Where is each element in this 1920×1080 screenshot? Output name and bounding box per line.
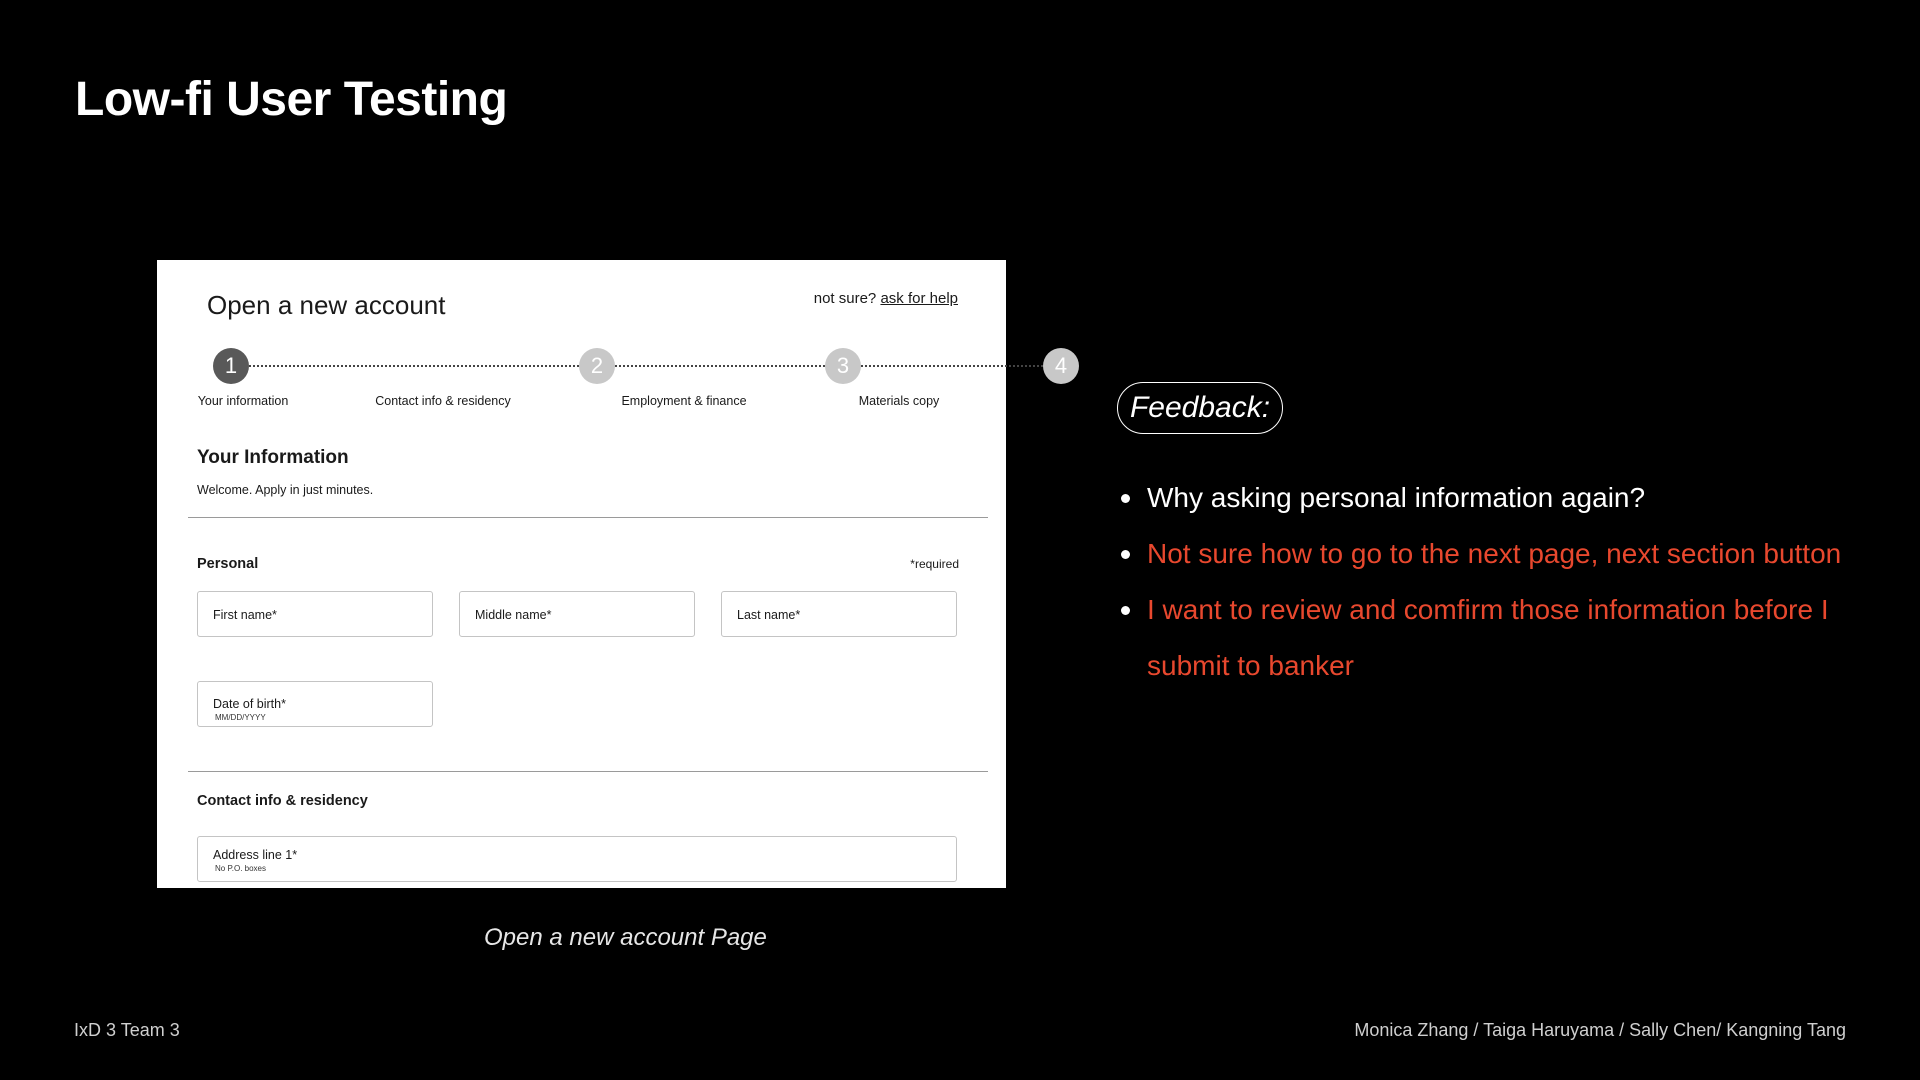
middle-name-label: Middle name* [475,608,552,622]
slide-title: Low-fi User Testing [75,73,508,126]
step-connector [861,365,1043,367]
feedback-text: I want to review and comfirm those information before I submit to banker [1147,594,1829,681]
contact-heading: Contact info & residency [197,793,368,809]
step-2-label: Contact info & residency [375,394,511,408]
dob-hint: MM/DD/YYYY [215,713,266,722]
address1-hint: No P.O. boxes [215,864,266,873]
first-name-label: First name* [213,608,277,622]
footer-team: IxD 3 Team 3 [74,1020,180,1040]
feedback-item [1117,526,1897,582]
ask-for-help-link[interactable]: ask for help [880,290,958,307]
last-name-field[interactable] [721,591,957,637]
step-4-circle[interactable]: 4 [1043,348,1079,384]
account-form-mockup [157,260,1068,888]
step-3-label: Employment & finance [621,394,747,408]
step-connector [615,365,825,367]
last-name-label: Last name* [737,608,801,622]
footer-authors: Monica Zhang / Taiga Haruyama / Sally Chen/ Kangning Tang [1354,1020,1846,1040]
date-of-birth-field[interactable] [197,681,433,727]
mockup-caption: Open a new account Page [484,924,767,951]
feedback-item [1117,470,1897,526]
section-divider [188,771,988,772]
bullet-icon [1121,494,1130,503]
step-4-label: Materials copy [858,394,940,408]
step-2-circle[interactable]: 2 [579,348,615,384]
bullet-icon [1121,606,1130,615]
address1-label: Address line 1* [213,848,298,862]
feedback-text: Not sure how to go to the next page, next section button [1147,538,1842,569]
middle-name-field[interactable] [459,591,695,637]
step-1-label: Your information [197,394,289,408]
required-note: *required [910,557,959,571]
step-3-circle[interactable]: 3 [825,348,861,384]
address-line-1-field[interactable] [197,836,957,882]
form-title: Open a new account [207,290,446,320]
progress-stepper [157,348,1068,418]
bullet-icon [1121,550,1130,559]
section-divider [188,517,988,518]
section-title: Your Information [197,447,349,468]
step-connector [249,365,579,367]
feedback-label: Feedback: [1117,382,1283,434]
feedback-list [1117,470,1897,694]
help-text [814,290,958,307]
personal-heading: Personal [197,556,259,572]
dob-label: Date of birth* [213,697,286,711]
section-subtitle: Welcome. Apply in just minutes. [197,483,374,497]
feedback-item [1117,582,1897,694]
feedback-text: Why asking personal information again? [1147,482,1646,513]
step-1-circle[interactable]: 1 [213,348,249,384]
first-name-field[interactable] [197,591,433,637]
help-prefix: not sure? [813,290,877,307]
